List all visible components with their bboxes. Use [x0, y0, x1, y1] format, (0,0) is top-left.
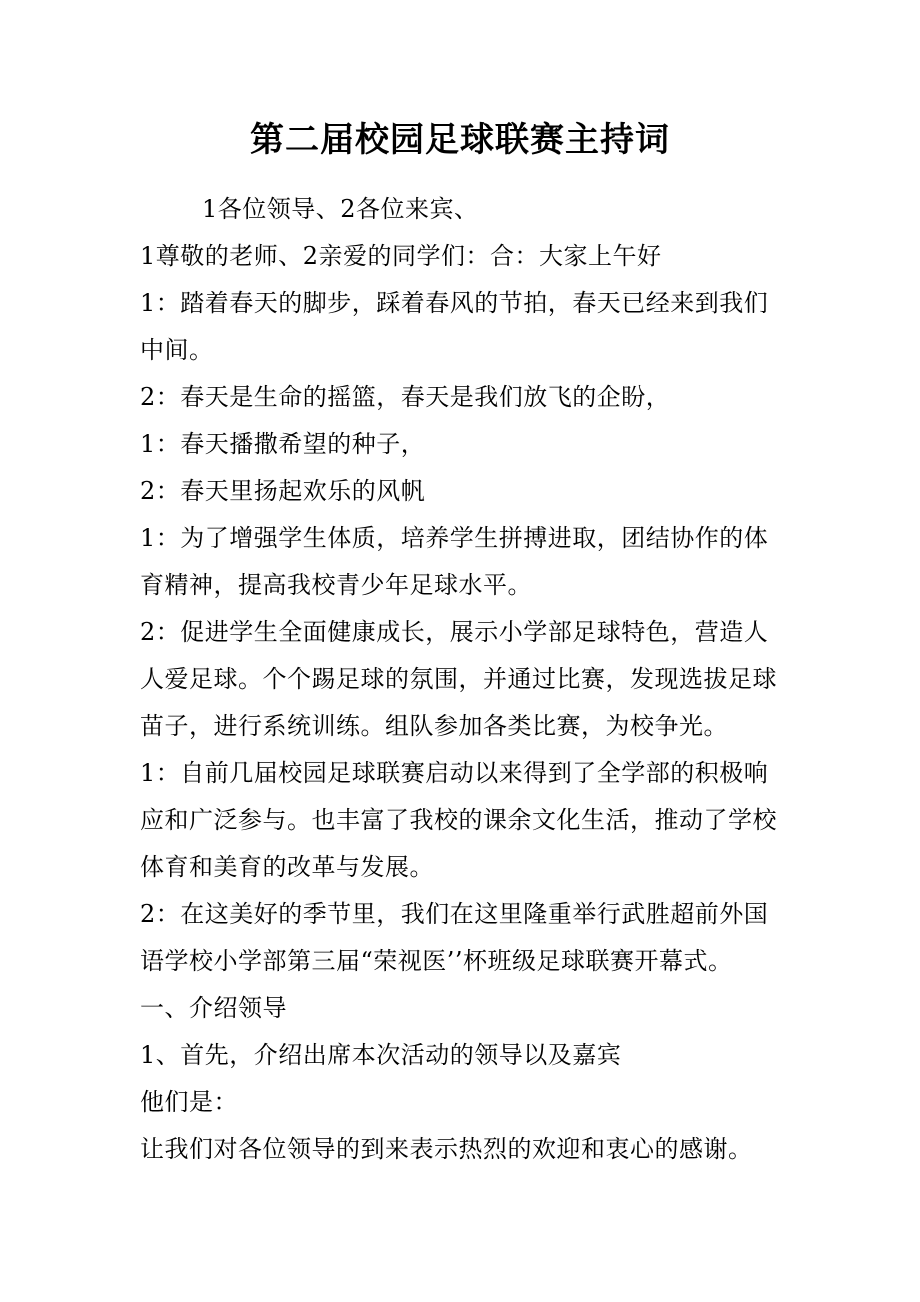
section-heading-introduce-leaders: 一、介绍领导: [140, 994, 287, 1022]
paragraph-spring-footsteps: 1：踏着春天的脚步，踩着春风的节拍，春天已经来到我们中间。: [140, 289, 769, 364]
document-title: 第二届校园足球联赛主持词: [250, 120, 670, 160]
paragraph-opening-ceremony: 2：在这美好的季节里，我们在这里隆重举行武胜超前外国语学校小学部第三届“荣视医’’杯班级足球联赛开幕式。: [140, 900, 769, 975]
paragraph-league-history: 1：自前几届校园足球联赛启动以来得到了全学部的积极响应和广泛参与。也丰富了我校的课余文化生活，推动了学校体育和美育的改革与发展。: [140, 759, 777, 881]
paragraph-they-are: 他们是：: [140, 1088, 238, 1116]
paragraph-healthy-growth: 2：促进学生全面健康成长，展示小学部足球特色，营造人人爱足球。个个踢足球的氛围，并通过比赛，发现选拔足球苗子，进行系统训练。组队参加各类比赛，为校争光。: [140, 618, 777, 740]
paragraph-welcome-thanks: 让我们对各位领导的到来表示热烈的欢迎和衷心的感谢。: [140, 1135, 753, 1163]
paragraph-greeting-teachers: 1尊敬的老师、2亲爱的同学们：合：大家上午好: [140, 242, 662, 270]
paragraph-spring-cradle: 2：春天是生命的摇篮，春天是我们放飞的企盼，: [140, 383, 671, 411]
paragraph-spring-seeds: 1：春天播撒希望的种子，: [140, 430, 426, 458]
paragraph-introduce-guests: 1、首先，介绍出席本次活动的领导以及嘉宾: [140, 1041, 622, 1069]
paragraph-spring-sails: 2：春天里扬起欢乐的风帆: [140, 477, 426, 505]
paragraph-physical-fitness: 1：为了增强学生体质，培养学生拼搏进取，团结协作的体育精神，提高我校青少年足球水平。: [140, 524, 769, 599]
document-body: [140, 186, 785, 1173]
paragraph-greeting-guests: 1各位领导、2各位来宾、: [202, 195, 479, 223]
